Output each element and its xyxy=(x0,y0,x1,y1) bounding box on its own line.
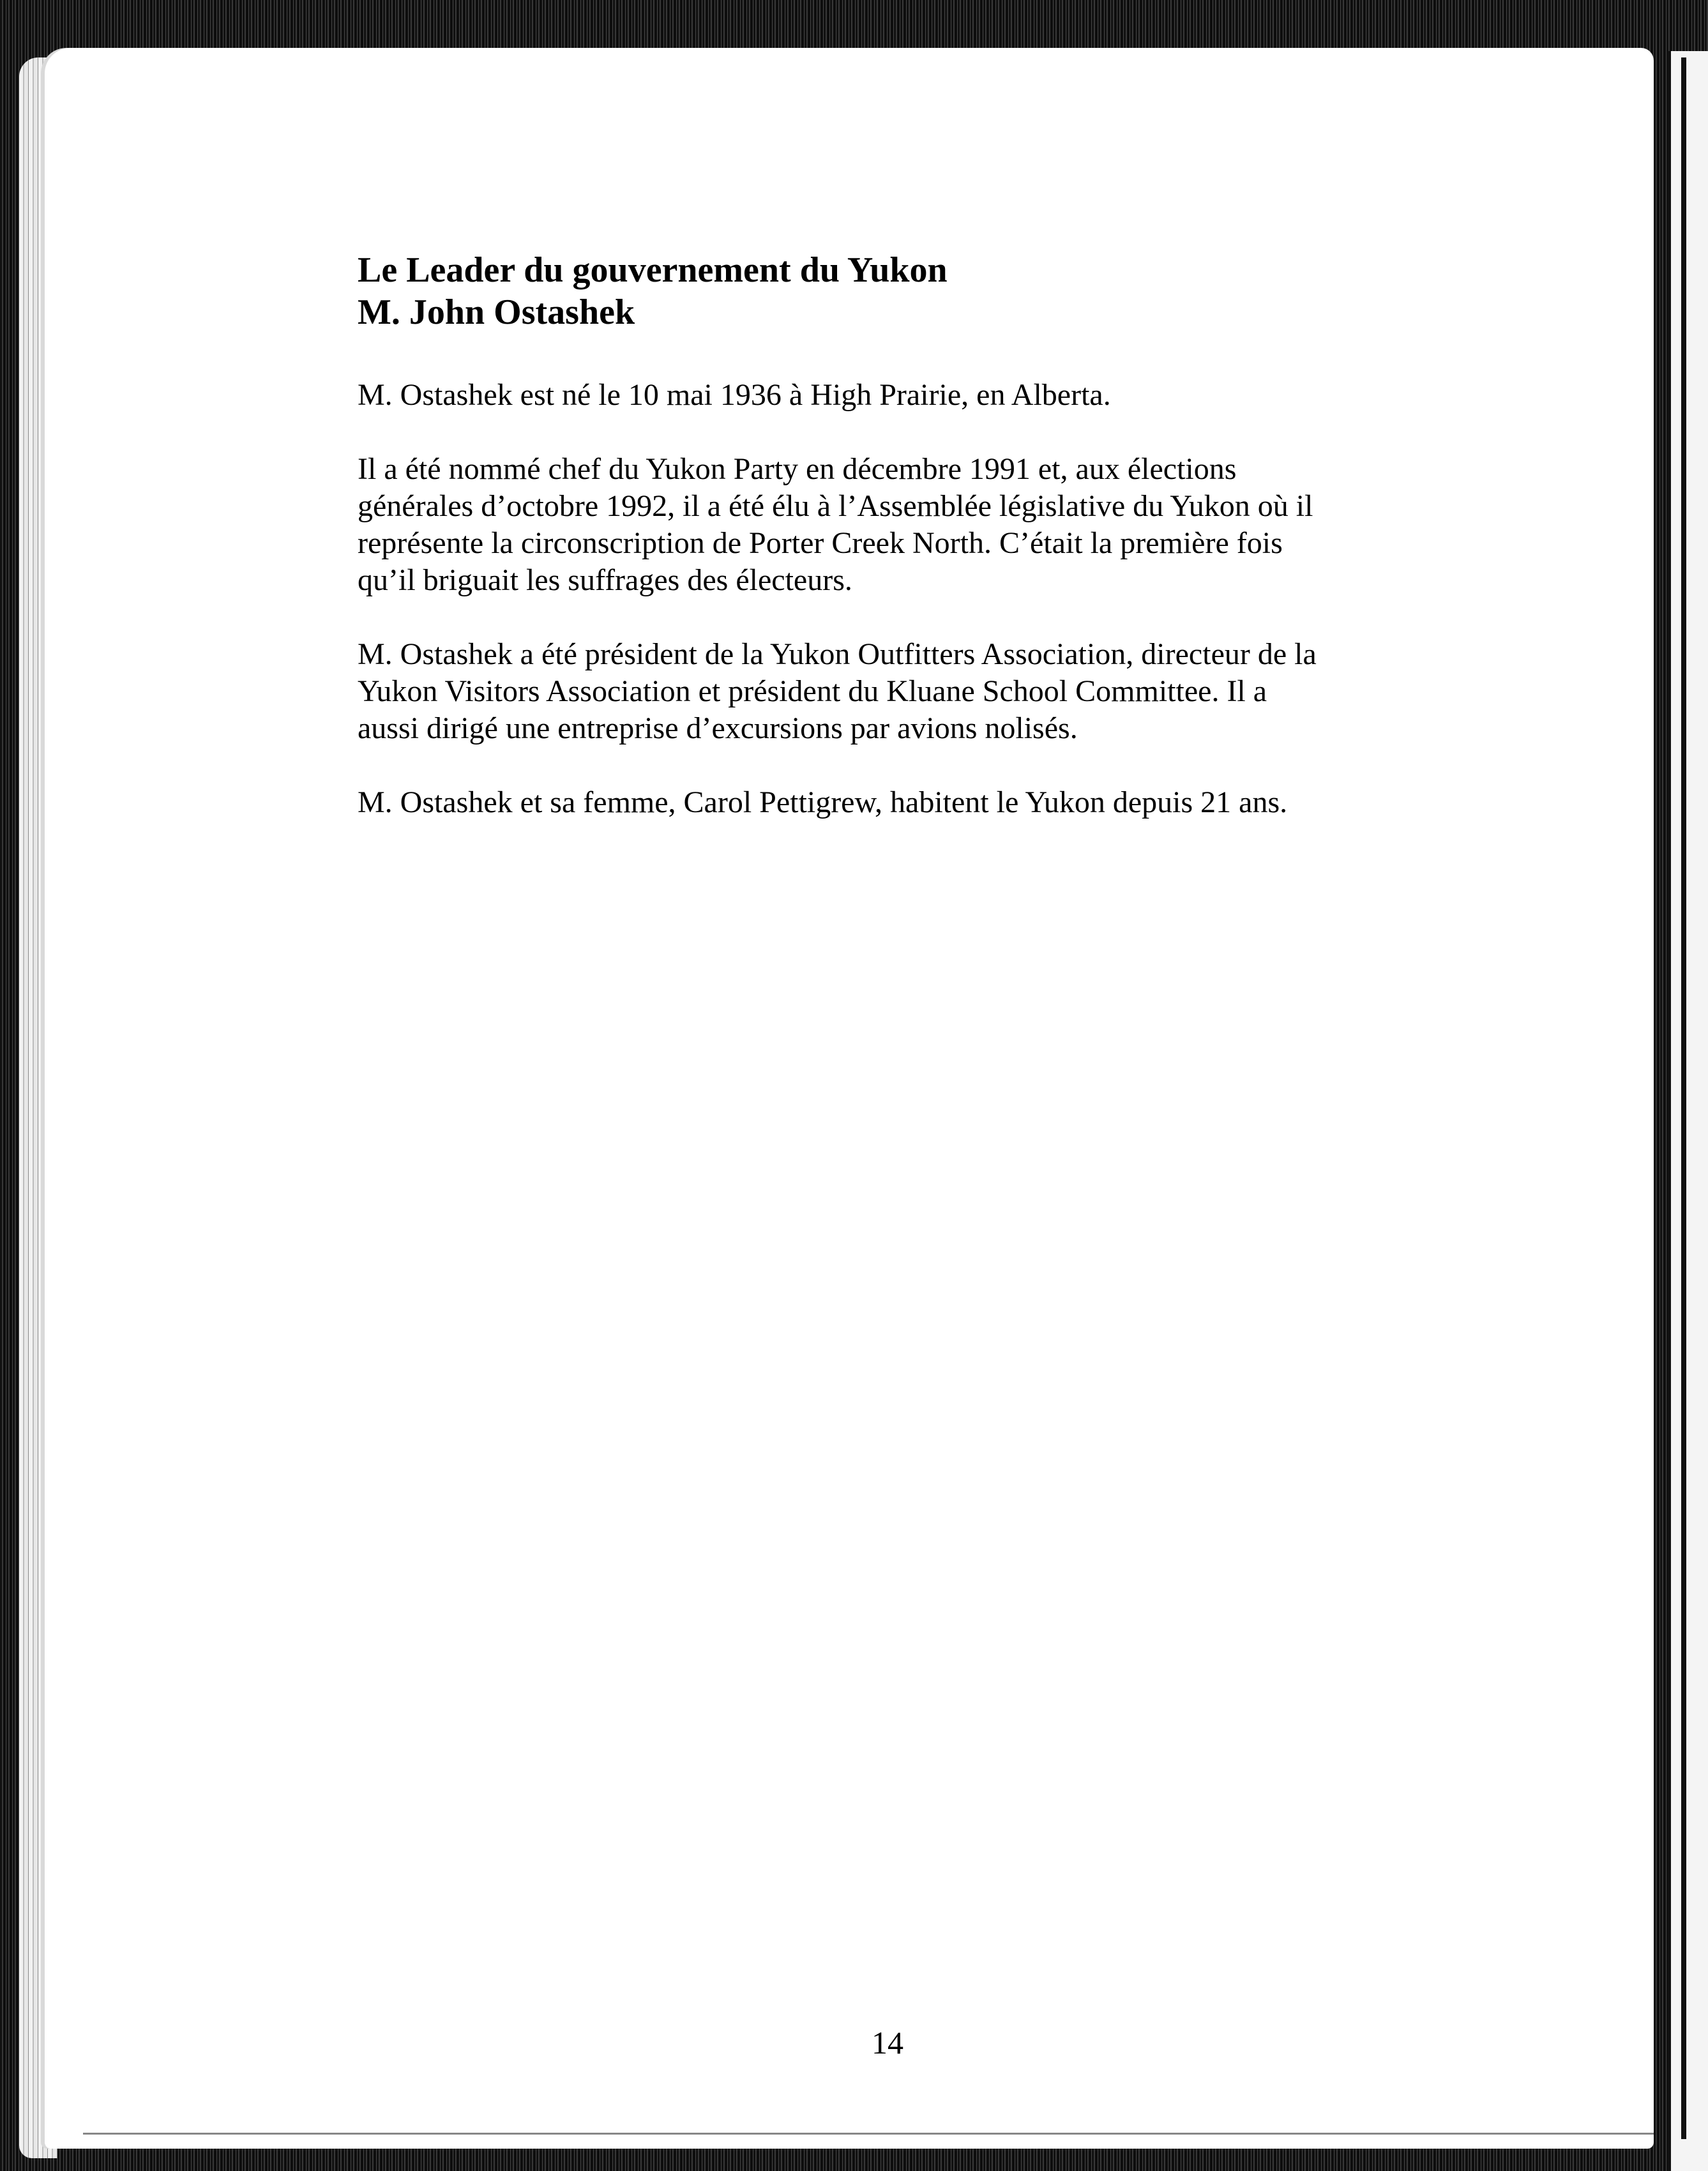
text-line: Il a été nommé chef du Yukon Party en décembre 1991 et, aux élections xyxy=(358,452,1237,486)
text-line: aussi dirigé une entreprise d’excursions par avions nolisés. xyxy=(358,711,1078,745)
paragraph-associations xyxy=(358,636,1443,747)
bottom-rule xyxy=(83,2133,1654,2135)
text-line: représente la circonscription de Porter Creek North. C’était la première fois xyxy=(358,526,1283,560)
text-line: M. Ostashek a été président de la Yukon Outfitters Association, directeur de la xyxy=(358,637,1317,671)
page-number: 14 xyxy=(872,2025,903,2061)
text-line: M. Ostashek est né le 10 mai 1936 à High Prairie, en Alberta. xyxy=(358,378,1111,412)
text-line: Yukon Visitors Association et président du Kluane School Committee. Il a xyxy=(358,674,1267,708)
title-line-2: M. John Ostashek xyxy=(358,292,635,332)
paragraph-family xyxy=(358,784,1443,821)
title-line-1: Le Leader du gouvernement du Yukon xyxy=(358,250,948,290)
paragraph-political-career xyxy=(358,451,1443,599)
document-content xyxy=(358,249,1443,821)
text-line: M. Ostashek et sa femme, Carol Pettigrew, habitent le Yukon depuis 21 ans. xyxy=(358,785,1288,819)
text-line: générales d’octobre 1992, il a été élu à l’Assemblée législative du Yukon où il xyxy=(358,489,1313,523)
paragraph-birth xyxy=(358,377,1443,414)
text-line: qu’il briguait les suffrages des électeurs. xyxy=(358,563,852,597)
facing-page-edge xyxy=(1667,51,1708,2171)
